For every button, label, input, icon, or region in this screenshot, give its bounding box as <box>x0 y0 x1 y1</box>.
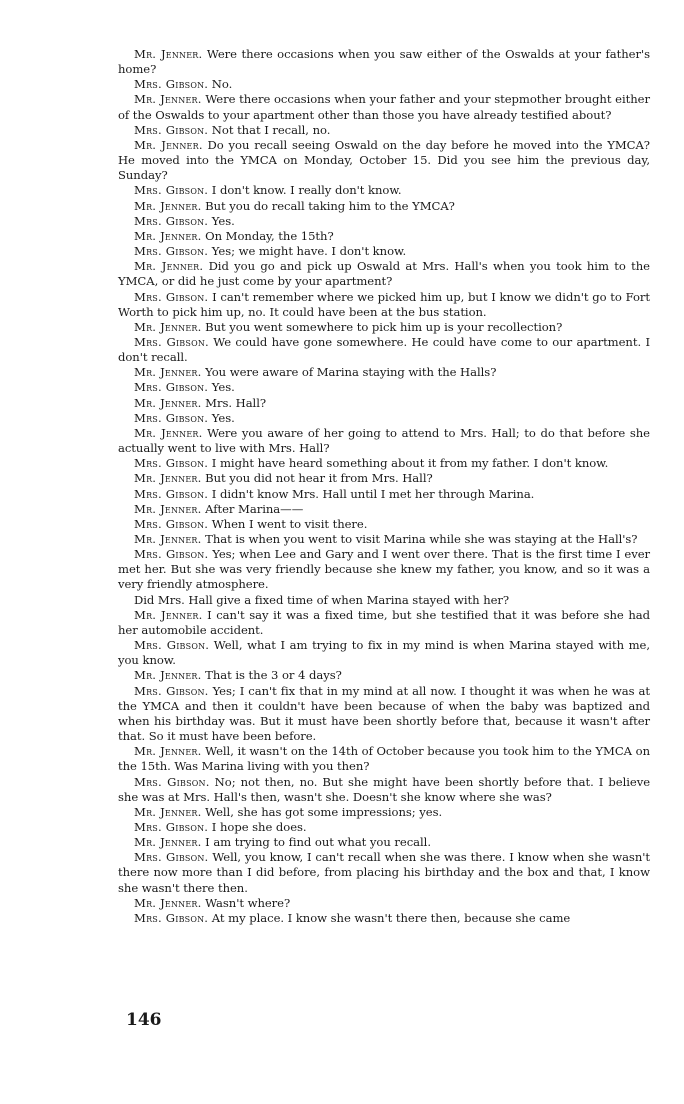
speaker-label: Mrs. Gibson. <box>134 547 209 562</box>
speaker-label: Mr. Jenner. <box>134 137 203 152</box>
paragraph-text: Were there occasions when you saw either of the Oswalds at your father's home? <box>118 47 650 77</box>
speaker-label: Mr. Jenner. <box>134 228 202 243</box>
speaker-label: Mrs. Gibson. <box>134 850 209 865</box>
speaker-label: Mr. Jenner. <box>134 744 202 759</box>
paragraph-text: No; not then, no. But she might have been shortly before that. I believe she was at Mrs. Hall's then, wasn't she. Doesn't she know where she was? <box>118 774 651 804</box>
transcript-paragraph <box>118 335 650 365</box>
transcript-paragraph <box>118 290 650 320</box>
speaker-label: Mrs. Gibson. <box>134 289 209 304</box>
paragraph-text: On Monday, the 15th? <box>201 228 334 243</box>
paragraph-text: Well, what I am trying to fix in my mind is when Marina stayed with me, you know. <box>118 638 650 668</box>
transcript-paragraph <box>118 229 650 244</box>
paragraph-text: Yes; we might have. I don't know. <box>208 244 407 259</box>
transcript-paragraph <box>118 320 650 335</box>
paragraph-text: Do you recall seeing Oswald on the day before he moved into the YMCA? He moved into the YMCA on Monday, October 15. Did you see him the previous day, Sunday? <box>118 137 650 183</box>
speaker-label: Mrs. Gibson. <box>134 638 210 653</box>
speaker-label: Mr. Jenner. <box>134 259 204 274</box>
transcript-paragraph <box>118 396 650 411</box>
speaker-label: Mrs. Gibson. <box>134 910 209 925</box>
paragraph-text: I hope she does. <box>208 819 307 834</box>
paragraph-text: I can't say it was a fixed time, but she testified that it was before she had her automobile accident. <box>118 607 650 637</box>
paragraph-text: Yes. <box>208 380 235 395</box>
paragraph-text: At my place. I know she wasn't there then, because she came <box>208 910 571 925</box>
transcript-paragraph <box>118 896 650 911</box>
transcript-paragraph <box>118 532 650 547</box>
speaker-label: Mrs. Gibson. <box>134 122 209 137</box>
paragraph-text: But you do recall taking him to the YMCA? <box>201 198 455 213</box>
transcript-paragraph <box>118 244 650 259</box>
transcript-paragraph <box>118 775 650 805</box>
speaker-label: Mrs. Gibson. <box>134 77 209 92</box>
transcript-paragraph <box>118 138 650 183</box>
transcript-paragraph <box>118 547 650 592</box>
speaker-label: Mr. Jenner. <box>134 395 202 410</box>
paragraph-text: Did Mrs. Hall give a fixed time of when Marina stayed with her? <box>134 592 510 607</box>
transcript-paragraph <box>118 47 650 77</box>
paragraph-text: Wasn't where? <box>201 895 291 910</box>
paragraph-text: Yes. <box>208 410 235 425</box>
speaker-label: Mrs. Gibson. <box>134 380 209 395</box>
transcript-paragraph <box>118 517 650 532</box>
speaker-label: Mr. Jenner. <box>134 47 203 61</box>
transcript-paragraph <box>118 214 650 229</box>
speaker-label: Mr. Jenner. <box>134 92 202 107</box>
paragraph-text: That is when you went to visit Marina while she was staying at the Hall's? <box>201 532 638 546</box>
speaker-label: Mrs. Gibson. <box>134 334 209 349</box>
transcript-paragraph <box>118 820 650 835</box>
paragraph-text: But you did not hear it from Mrs. Hall? <box>201 471 433 486</box>
speaker-label: Mrs. Gibson. <box>134 244 209 259</box>
transcript-paragraph <box>118 123 650 138</box>
transcript-paragraph <box>118 77 650 92</box>
transcript-paragraph <box>118 911 650 926</box>
paragraph-text: Did you go and pick up Oswald at Mrs. Hall's when you took him to the YMCA, or did he just come by your apartment? <box>118 259 650 289</box>
speaker-label: Mrs. Gibson. <box>134 213 209 228</box>
speaker-label: Mr. Jenner. <box>134 471 202 486</box>
speaker-label: Mrs. Gibson. <box>134 774 210 789</box>
transcript-paragraph <box>118 805 650 820</box>
paragraph-text: I am trying to find out what you recall. <box>201 835 431 850</box>
transcript-page <box>118 47 650 926</box>
transcript-paragraph <box>118 487 650 502</box>
paragraph-text: Well, she has got some impressions; yes. <box>201 804 443 819</box>
speaker-label: Mr. Jenner. <box>134 501 202 516</box>
paragraph-text: Mrs. Hall? <box>201 395 267 410</box>
speaker-label: Mr. Jenner. <box>134 895 202 910</box>
speaker-label: Mrs. Gibson. <box>134 486 209 501</box>
speaker-label: Mr. Jenner. <box>134 198 202 213</box>
paragraph-text: Were there occasions when your father and your stepmother brought either of the Oswalds to your apartment other than those you have already testified about? <box>118 92 650 122</box>
transcript-paragraph <box>118 92 650 122</box>
paragraph-text: Well, it wasn't on the 14th of October because you took him to the YMCA on the 15th. Was Marina living with you then? <box>118 744 650 774</box>
paragraph-text: No. <box>208 77 233 92</box>
paragraph-text: Yes; when Lee and Gary and I went over there. That is the first time I ever met her. But she was very friendly because she knew my father, you know, and so it was a very friendly atmosphere. <box>118 547 650 592</box>
transcript-paragraph <box>118 259 650 289</box>
transcript-paragraph <box>118 593 650 608</box>
paragraph-text: Were you aware of her going to attend to Mrs. Hall; to do that before she actually went to live with Mrs. Hall? <box>118 425 650 456</box>
transcript-paragraph <box>118 850 650 895</box>
paragraph-text: Yes. <box>208 213 235 228</box>
transcript-paragraph <box>118 744 650 774</box>
paragraph-text: I don't know. I really don't know. <box>208 183 402 198</box>
speaker-label: Mr. Jenner. <box>134 607 203 622</box>
transcript-paragraph <box>118 471 650 486</box>
speaker-label: Mr. Jenner. <box>134 319 202 334</box>
speaker-label: Mr. Jenner. <box>134 835 202 850</box>
transcript-paragraph <box>118 411 650 426</box>
paragraph-text: You were aware of Marina staying with the Halls? <box>201 365 497 380</box>
speaker-label: Mrs. Gibson. <box>134 819 209 834</box>
transcript-paragraph <box>118 835 650 850</box>
paragraph-text: I might have heard something about it from my father. I don't know. <box>208 456 609 471</box>
paragraph-text: Not that I recall, no. <box>208 122 331 137</box>
paragraph-text: After Marina—— <box>201 501 304 516</box>
transcript-paragraph <box>118 426 650 456</box>
page-number: 146 <box>126 1010 162 1030</box>
paragraph-text: But you went somewhere to pick him up is your recollection? <box>201 319 563 334</box>
paragraph-text: Well, you know, I can't recall when she was there. I know when she wasn't there now more than I did before, from placing his birthday and the box and that, I know she wasn't there then. <box>118 850 650 895</box>
speaker-label: Mrs. Gibson. <box>134 516 209 531</box>
speaker-label: Mr. Jenner. <box>134 365 202 380</box>
transcript-paragraph <box>118 380 650 395</box>
transcript-paragraph <box>118 608 650 638</box>
speaker-label: Mrs. Gibson. <box>134 410 209 425</box>
paragraph-text: When I went to visit there. <box>208 516 368 531</box>
paragraph-text: I can't remember where we picked him up, but I know we didn't go to Fort Worth to pick him up, no. It could have been at the bus station. <box>118 289 651 319</box>
paragraph-text: I didn't know Mrs. Hall until I met her through Marina. <box>208 486 535 501</box>
speaker-label: Mr. Jenner. <box>134 425 203 440</box>
transcript-paragraph <box>118 502 650 517</box>
paragraph-text: We could have gone somewhere. He could have come to our apartment. I don't recall. <box>118 334 650 365</box>
transcript-paragraph <box>118 638 650 668</box>
transcript-paragraph <box>118 365 650 380</box>
speaker-label: Mrs. Gibson. <box>134 456 209 471</box>
transcript-paragraph <box>118 183 650 198</box>
transcript-paragraph <box>118 668 650 683</box>
speaker-label: Mr. Jenner. <box>134 668 202 683</box>
speaker-label: Mr. Jenner. <box>134 532 202 546</box>
speaker-label: Mrs. Gibson. <box>134 183 209 198</box>
transcript-paragraph <box>118 684 650 745</box>
speaker-label: Mrs. Gibson. <box>134 683 209 698</box>
transcript-paragraph <box>118 199 650 214</box>
paragraph-text: That is the 3 or 4 days? <box>201 668 342 683</box>
speaker-label: Mr. Jenner. <box>134 804 202 819</box>
paragraph-text: Yes; I can't fix that in my mind at all now. I thought it was when he was at the YMCA and then it couldn't have been because of when the baby was baptized and when his birthday was. But it must have been shortly before that, because it wasn't after that. So it must have been before. <box>118 683 651 744</box>
transcript-paragraph <box>118 456 650 471</box>
